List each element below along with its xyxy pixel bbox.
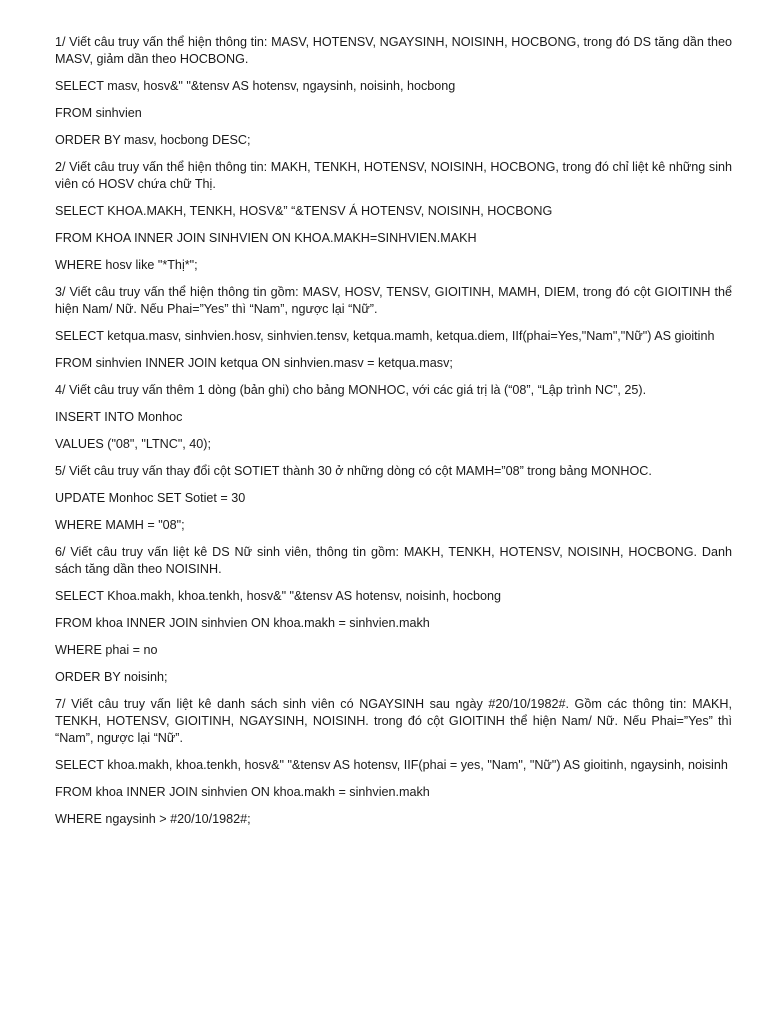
sql-code-line: WHERE phai = no — [55, 643, 158, 657]
sql-code-line: SELECT khoa.makh, khoa.tenkh, hosv&" "&tensv AS hotensv, IIF(phai = yes, "Nam", "Nữ") AS gioitinh, ngaysinh, noisinh — [55, 758, 728, 772]
sql-code-line: WHERE ngaysinh > #20/10/1982#; — [55, 812, 251, 826]
sql-code-line: INSERT INTO Monhoc — [55, 410, 183, 424]
sql-code-line: FROM sinhvien — [55, 106, 142, 120]
question-paragraph: 2/ Viết câu truy vấn thể hiện thông tin: MAKH, TENKH, HOTENSV, NOISINH, HOCBONG, trong đó chỉ liệt kê những sinh viên có HOSV chứa chữ Thị. — [55, 160, 732, 191]
question-paragraph: 3/ Viết câu truy vấn thể hiện thông tin gồm: MASV, HOSV, TENSV, GIOITINH, MAMH, DIEM, trong đó cột GIOITINH thể hiện Nam/ Nữ. Nếu Phai=”Yes” thì “Nam”, ngược lại “Nữ”. — [55, 285, 732, 316]
sql-code-line: WHERE hosv like "*Thị*"; — [55, 258, 198, 272]
sql-code-line: VALUES ("08", "LTNC", 40); — [55, 437, 211, 451]
sql-code-line: FROM khoa INNER JOIN sinhvien ON khoa.makh = sinhvien.makh — [55, 785, 430, 799]
sql-code-line: ORDER BY masv, hocbong DESC; — [55, 133, 251, 147]
question-paragraph: 6/ Viết câu truy vấn liệt kê DS Nữ sinh viên, thông tin gồm: MAKH, TENKH, HOTENSV, NOISINH, HOCBONG. Danh sách tăng dần theo NOISINH. — [55, 545, 732, 576]
question-paragraph: 5/ Viết câu truy vấn thay đổi cột SOTIET thành 30 ở những dòng có cột MAMH=”08” trong bảng MONHOC. — [55, 464, 652, 478]
question-paragraph: 1/ Viết câu truy vấn thể hiện thông tin: MASV, HOTENSV, NGAYSINH, NOISINH, HOCBONG, trong đó DS tăng dần theo MASV, giảm dần theo HOCBONG. — [55, 35, 732, 66]
sql-code-line: SELECT ketqua.masv, sinhvien.hosv, sinhvien.tensv, ketqua.mamh, ketqua.diem, IIf(phai=Yes,"Nam","Nữ") AS gioitinh — [55, 329, 715, 343]
sql-code-line: FROM khoa INNER JOIN sinhvien ON khoa.makh = sinhvien.makh — [55, 616, 430, 630]
sql-code-line: UPDATE Monhoc SET Sotiet = 30 — [55, 491, 246, 505]
document-page — [55, 34, 732, 838]
question-paragraph: 4/ Viết câu truy vấn thêm 1 dòng (bản ghi) cho bảng MONHOC, với các giá trị là (“08”, “Lập trình NC”, 25). — [55, 383, 647, 397]
sql-code-line: WHERE MAMH = "08"; — [55, 518, 185, 532]
sql-code-line: SELECT Khoa.makh, khoa.tenkh, hosv&" "&tensv AS hotensv, noisinh, hocbong — [55, 589, 502, 603]
question-paragraph: 7/ Viết câu truy vấn liệt kê danh sách sinh viên có NGAYSINH sau ngày #20/10/1982#. Gồm các thông tin: MAKH, TENKH, HOTENSV, GIOITINH, NGAYSINH, NOISINH. trong đó cột GIOITINH thể hiện Nam/ Nữ. Nếu Phai=”Yes” thì “Nam”, ngược lại “Nữ”. — [55, 697, 732, 745]
sql-code-line: FROM sinhvien INNER JOIN ketqua ON sinhvien.masv = ketqua.masv; — [55, 356, 453, 370]
sql-code-line: FROM KHOA INNER JOIN SINHVIEN ON KHOA.MAKH=SINHVIEN.MAKH — [55, 231, 477, 245]
sql-code-line: ORDER BY noisinh; — [55, 670, 168, 684]
sql-code-line: SELECT masv, hosv&" "&tensv AS hotensv, ngaysinh, noisinh, hocbong — [55, 79, 456, 93]
sql-code-line: SELECT KHOA.MAKH, TENKH, HOSV&” “&TENSV Á HOTENSV, NOISINH, HOCBONG — [55, 204, 553, 218]
